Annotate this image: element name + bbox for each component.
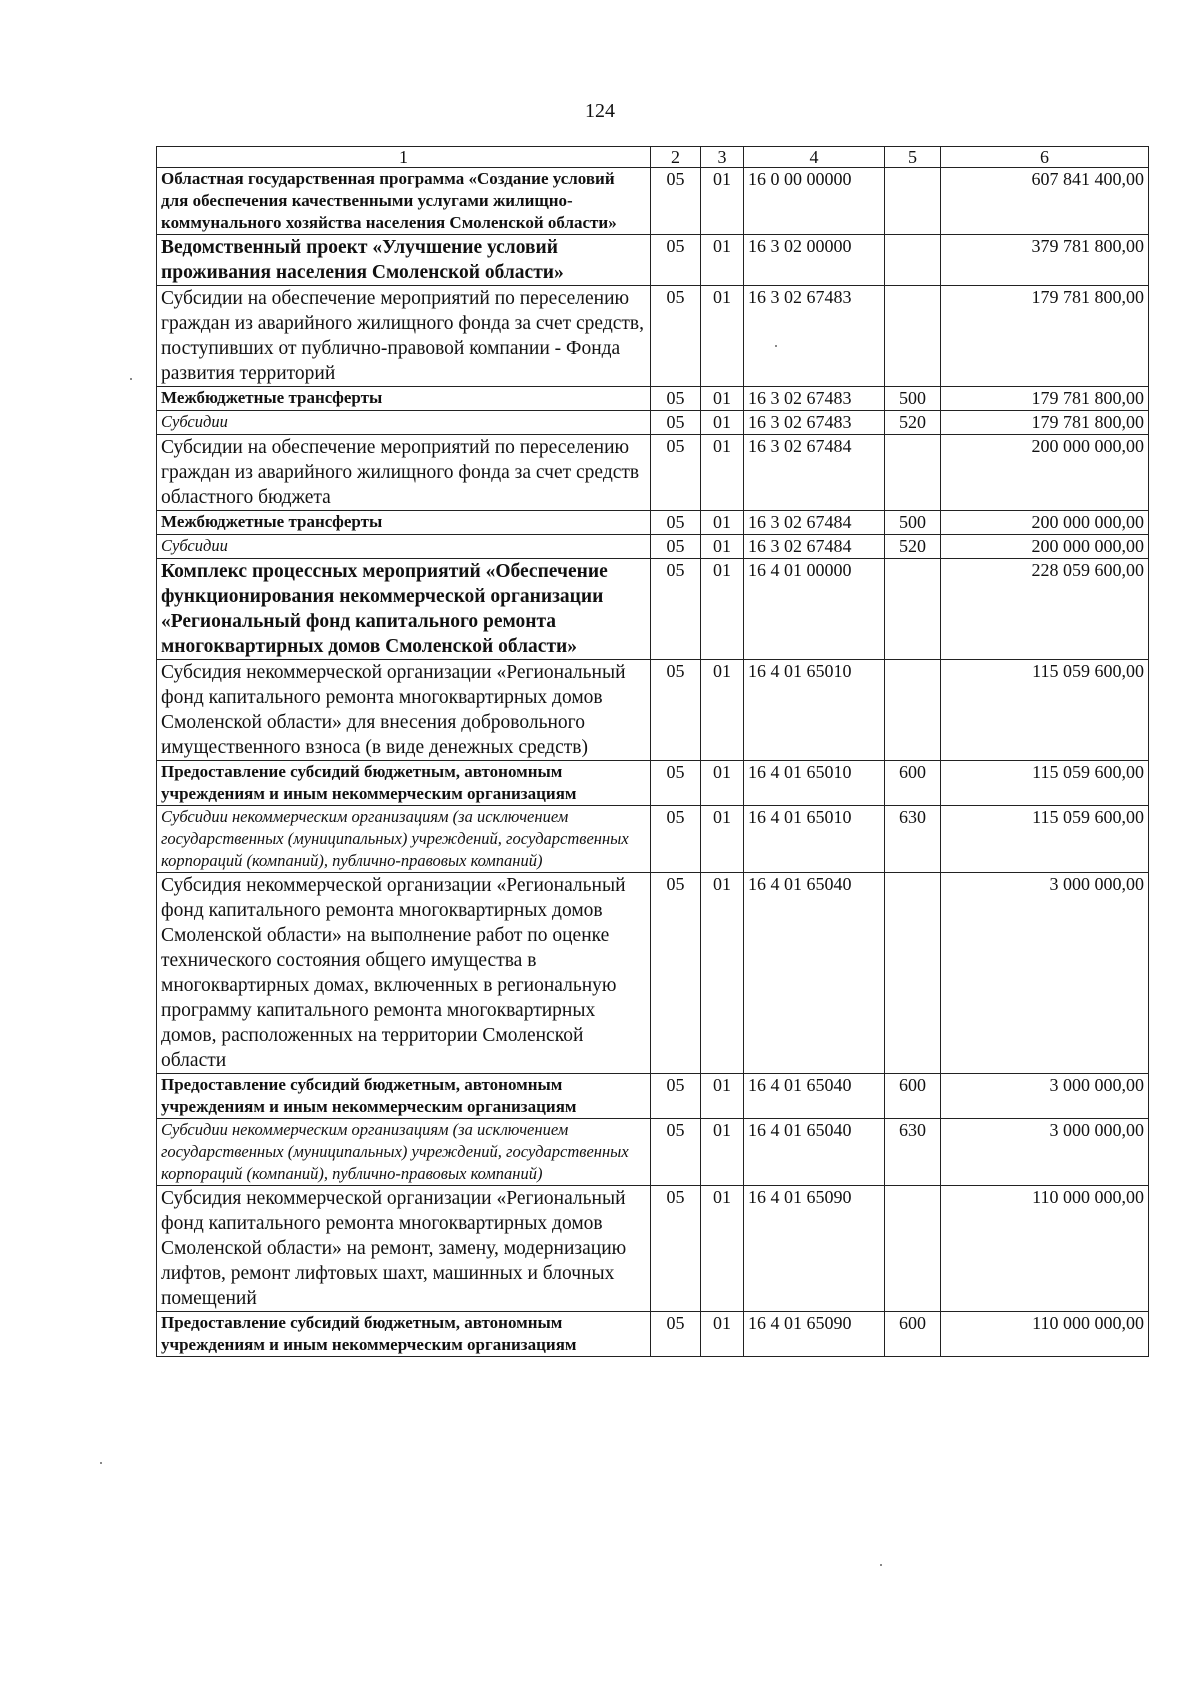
- row-section-cell: 05: [651, 1312, 701, 1357]
- row-amount-cell: 179 781 800,00: [941, 286, 1149, 387]
- table-row: [157, 1119, 1149, 1186]
- row-name-cell: Областная государственная программа «Создание условий для обеспечения качественными услугами жилищно-коммунального хозяйства населения Смоленской области»: [157, 168, 651, 235]
- row-target-code-cell: 16 4 01 65010: [744, 660, 885, 761]
- scan-speck: [775, 345, 777, 347]
- row-expense-type-cell: 600: [885, 1074, 941, 1119]
- column-header: 6: [941, 147, 1149, 168]
- row-subsection-cell: 01: [701, 286, 744, 387]
- row-amount-cell: 179 781 800,00: [941, 411, 1149, 435]
- row-name-cell: Субсидия некоммерческой организации «Региональный фонд капитального ремонта многоквартирных домов Смоленской области» для внесения добровольного имущественного взноса (в виде денежных средств): [157, 660, 651, 761]
- row-name-cell: Предоставление субсидий бюджетным, автономным учреждениям и иным некоммерческим организациям: [157, 1312, 651, 1357]
- table-row: [157, 761, 1149, 806]
- row-section-cell: 05: [651, 235, 701, 286]
- column-header: 2: [651, 147, 701, 168]
- row-subsection-cell: 01: [701, 660, 744, 761]
- row-subsection-cell: 01: [701, 435, 744, 511]
- row-target-code-cell: 16 4 01 65040: [744, 873, 885, 1074]
- row-subsection-cell: 01: [701, 235, 744, 286]
- row-target-code-cell: 16 3 02 67483: [744, 286, 885, 387]
- row-expense-type-cell: 520: [885, 411, 941, 435]
- row-amount-cell: 115 059 600,00: [941, 806, 1149, 873]
- row-target-code-cell: 16 3 02 67484: [744, 535, 885, 559]
- row-expense-type-cell: 600: [885, 1312, 941, 1357]
- row-name-cell: Субсидии на обеспечение мероприятий по переселению граждан из аварийного жилищного фонда за счет средств, поступивших от публично-правовой компании - Фонда развития территорий: [157, 286, 651, 387]
- row-target-code-cell: 16 3 02 67484: [744, 435, 885, 511]
- table-row: [157, 411, 1149, 435]
- column-header: 4: [744, 147, 885, 168]
- row-expense-type-cell: [885, 873, 941, 1074]
- scan-speck: [100, 1462, 102, 1464]
- row-expense-type-cell: 500: [885, 387, 941, 411]
- table-row: [157, 286, 1149, 387]
- row-section-cell: 05: [651, 435, 701, 511]
- row-expense-type-cell: 630: [885, 1119, 941, 1186]
- row-expense-type-cell: [885, 286, 941, 387]
- row-amount-cell: 3 000 000,00: [941, 873, 1149, 1074]
- row-expense-type-cell: [885, 235, 941, 286]
- row-target-code-cell: 16 4 01 00000: [744, 559, 885, 660]
- table-row: [157, 235, 1149, 286]
- row-section-cell: 05: [651, 535, 701, 559]
- table-row: [157, 535, 1149, 559]
- row-amount-cell: 115 059 600,00: [941, 761, 1149, 806]
- table-row: [157, 1312, 1149, 1357]
- row-target-code-cell: 16 0 00 00000: [744, 168, 885, 235]
- row-section-cell: 05: [651, 411, 701, 435]
- row-section-cell: 05: [651, 1074, 701, 1119]
- row-expense-type-cell: 600: [885, 761, 941, 806]
- row-target-code-cell: 16 4 01 65090: [744, 1312, 885, 1357]
- scan-speck: [130, 378, 132, 380]
- row-expense-type-cell: 630: [885, 806, 941, 873]
- row-section-cell: 05: [651, 1119, 701, 1186]
- row-expense-type-cell: [885, 435, 941, 511]
- table-row: [157, 806, 1149, 873]
- row-subsection-cell: 01: [701, 1186, 744, 1312]
- row-section-cell: 05: [651, 387, 701, 411]
- row-subsection-cell: 01: [701, 1074, 744, 1119]
- row-amount-cell: 3 000 000,00: [941, 1119, 1149, 1186]
- row-section-cell: 05: [651, 559, 701, 660]
- row-name-cell: Ведомственный проект «Улучшение условий проживания населения Смоленской области»: [157, 235, 651, 286]
- table-row: [157, 435, 1149, 511]
- row-name-cell: Субсидия некоммерческой организации «Региональный фонд капитального ремонта многоквартирных домов Смоленской области» на ремонт, замену, модернизацию лифтов, ремонт лифтовых шахт, машинных и блочных помещений: [157, 1186, 651, 1312]
- row-section-cell: 05: [651, 761, 701, 806]
- row-amount-cell: 110 000 000,00: [941, 1186, 1149, 1312]
- row-section-cell: 05: [651, 168, 701, 235]
- row-subsection-cell: 01: [701, 873, 744, 1074]
- row-section-cell: 05: [651, 286, 701, 387]
- row-amount-cell: 115 059 600,00: [941, 660, 1149, 761]
- row-name-cell: Комплекс процессных мероприятий «Обеспечение функционирования некоммерческой организации «Региональный фонд капитального ремонта многоквартирных домов Смоленской области»: [157, 559, 651, 660]
- row-subsection-cell: 01: [701, 535, 744, 559]
- table-row: [157, 559, 1149, 660]
- column-header: 3: [701, 147, 744, 168]
- row-subsection-cell: 01: [701, 761, 744, 806]
- row-target-code-cell: 16 3 02 67483: [744, 387, 885, 411]
- row-name-cell: Предоставление субсидий бюджетным, автономным учреждениям и иным некоммерческим организациям: [157, 761, 651, 806]
- row-amount-cell: 228 059 600,00: [941, 559, 1149, 660]
- row-target-code-cell: 16 4 01 65040: [744, 1119, 885, 1186]
- table-row: [157, 168, 1149, 235]
- table-row: [157, 1074, 1149, 1119]
- row-target-code-cell: 16 3 02 67483: [744, 411, 885, 435]
- row-expense-type-cell: 520: [885, 535, 941, 559]
- table-row: [157, 1186, 1149, 1312]
- row-amount-cell: 379 781 800,00: [941, 235, 1149, 286]
- table-body: [157, 168, 1149, 1357]
- column-header: 5: [885, 147, 941, 168]
- row-expense-type-cell: [885, 168, 941, 235]
- row-subsection-cell: 01: [701, 559, 744, 660]
- row-target-code-cell: 16 4 01 65010: [744, 761, 885, 806]
- row-subsection-cell: 01: [701, 387, 744, 411]
- row-subsection-cell: 01: [701, 411, 744, 435]
- row-name-cell: Субсидии некоммерческим организациям (за исключением государственных (муниципальных) учреждений, государственных корпораций (компаний), публично-правовых компаний): [157, 1119, 651, 1186]
- row-amount-cell: 179 781 800,00: [941, 387, 1149, 411]
- row-target-code-cell: 16 4 01 65010: [744, 806, 885, 873]
- row-amount-cell: 607 841 400,00: [941, 168, 1149, 235]
- row-name-cell: Субсидии некоммерческим организациям (за исключением государственных (муниципальных) учреждений, государственных корпораций (компаний), публично-правовых компаний): [157, 806, 651, 873]
- row-section-cell: 05: [651, 1186, 701, 1312]
- row-section-cell: 05: [651, 873, 701, 1074]
- row-subsection-cell: 01: [701, 1312, 744, 1357]
- budget-table: [156, 146, 1149, 1357]
- row-expense-type-cell: [885, 1186, 941, 1312]
- row-target-code-cell: 16 3 02 67484: [744, 511, 885, 535]
- row-name-cell: Субсидии на обеспечение мероприятий по переселению граждан из аварийного жилищного фонда за счет средств областного бюджета: [157, 435, 651, 511]
- scan-speck: [880, 1564, 882, 1566]
- row-target-code-cell: 16 4 01 65090: [744, 1186, 885, 1312]
- column-header: 1: [157, 147, 651, 168]
- row-name-cell: Субсидия некоммерческой организации «Региональный фонд капитального ремонта многоквартирных домов Смоленской области» на выполнение работ по оценке технического состояния общего имущества в многоквартирных домах, включенных в региональную программу капитального ремонта многоквартирных домов, расположенных на территории Смоленской области: [157, 873, 651, 1074]
- row-subsection-cell: 01: [701, 511, 744, 535]
- row-name-cell: Межбюджетные трансферты: [157, 511, 651, 535]
- row-section-cell: 05: [651, 511, 701, 535]
- row-name-cell: Межбюджетные трансферты: [157, 387, 651, 411]
- row-amount-cell: 200 000 000,00: [941, 511, 1149, 535]
- row-name-cell: Субсидии: [157, 535, 651, 559]
- row-target-code-cell: 16 4 01 65040: [744, 1074, 885, 1119]
- row-target-code-cell: 16 3 02 00000: [744, 235, 885, 286]
- row-section-cell: 05: [651, 806, 701, 873]
- page-number: 124: [585, 100, 615, 122]
- table-row: [157, 660, 1149, 761]
- row-expense-type-cell: 500: [885, 511, 941, 535]
- table-header-row: [157, 147, 1149, 168]
- row-amount-cell: 110 000 000,00: [941, 1312, 1149, 1357]
- row-amount-cell: 200 000 000,00: [941, 435, 1149, 511]
- table-row: [157, 873, 1149, 1074]
- row-subsection-cell: 01: [701, 806, 744, 873]
- row-amount-cell: 200 000 000,00: [941, 535, 1149, 559]
- row-section-cell: 05: [651, 660, 701, 761]
- row-subsection-cell: 01: [701, 168, 744, 235]
- row-expense-type-cell: [885, 660, 941, 761]
- row-subsection-cell: 01: [701, 1119, 744, 1186]
- row-amount-cell: 3 000 000,00: [941, 1074, 1149, 1119]
- table-row: [157, 387, 1149, 411]
- table-row: [157, 511, 1149, 535]
- row-name-cell: Субсидии: [157, 411, 651, 435]
- row-expense-type-cell: [885, 559, 941, 660]
- row-name-cell: Предоставление субсидий бюджетным, автономным учреждениям и иным некоммерческим организациям: [157, 1074, 651, 1119]
